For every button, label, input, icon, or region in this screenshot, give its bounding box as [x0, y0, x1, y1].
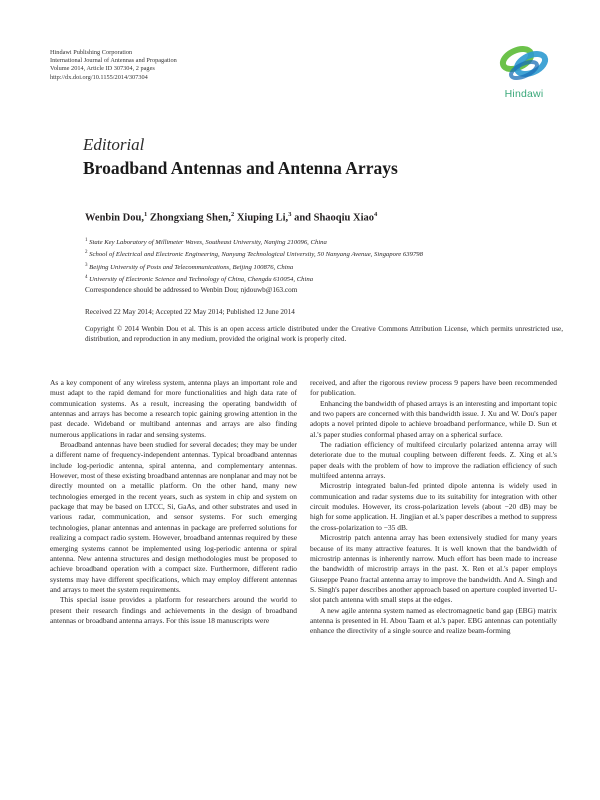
paragraph: The radiation efficiency of multifeed circularly polarized antenna array will deteriorate due to the mutual coupling between different feeds. Z. Xing et al.'s paper deals with the problem of how to improve the radiation efficiency of such multifeed antenna arrays.	[310, 440, 557, 481]
affiliation-text: State Key Laboratory of Millimeter Waves, Southeast University, Nanjing 210096, China	[89, 239, 327, 247]
affiliation-text: University of Electronic Science and Technology of China, Chengdu 610054, China	[89, 276, 314, 284]
article-title: Broadband Antennas and Antenna Arrays	[83, 158, 398, 178]
body-column-left	[50, 378, 297, 626]
paragraph: A new agile antenna system named as electromagnetic band gap (EBG) matrix antenna is presented in H. Abou Taam et al.'s paper. EBG antennas can potentially enhance the directivity of a single source and realize beam-forming	[310, 605, 557, 636]
affiliation	[85, 261, 565, 273]
publisher: Hindawi Publishing Corporation	[50, 49, 133, 56]
journal-name: International Journal of Antennas and Propagation	[50, 57, 177, 65]
hindawi-logo-text: Hindawi	[504, 88, 544, 100]
paragraph: This special issue provides a platform for researchers around the world to present their research findings and achievements in the design of broadband antennas or broadband antenna arrays. For this issue 18 manuscripts were	[50, 595, 297, 625]
author-name: Wenbin Dou,	[85, 212, 144, 224]
author-sup: 4	[374, 211, 378, 218]
author-sup: 2	[230, 211, 235, 218]
paragraph: Microstrip patch antenna array has been extensively studied for many years because of its many attractive features. It is well known that the bandwidth of microstrip antennas is inherently narrow. Much effort has been made to increase the bandwidth of microstrip arrays in the past. X. Ren et al.'s paper employs Giuseppe Peano fractal antenna array to improve the bandwidth. And A. Singh and S. Singh's paper describes another approach based on aperture coupled inverted U-slot patch antenna with small steps at the edges.	[310, 533, 557, 605]
paragraph: Microstrip integrated balun-fed printed dipole antenna is widely used in communication and radar systems due to its suitability for integration with other circuit modules. However, its cross-polarization levels (about −20 dB) may be high for some application. H. Jingjian et al.'s paper describes a method to suppress the cross-polarization to −35 dB.	[310, 481, 557, 532]
body-column-right	[310, 378, 557, 637]
affiliation-sup: 4	[85, 275, 88, 281]
author-name: and Shaoqiu Xiao	[294, 212, 375, 224]
author-name: Zhongxiang Shen,	[149, 212, 231, 224]
correspondence: Correspondence should be addressed to Wenbin Dou; njdouwb@163.com	[85, 286, 298, 294]
affiliation	[85, 248, 565, 260]
affiliation-sup: 3	[85, 262, 88, 268]
affiliation	[85, 236, 565, 248]
affiliation	[85, 273, 565, 285]
affiliation-text: Beijing University of Posts and Telecommunications, Beijing 100876, China	[89, 264, 294, 272]
article-kind: Editorial	[83, 135, 145, 154]
author-list	[85, 211, 377, 224]
doi-link[interactable]: http://dx.doi.org/10.1155/2014/307304	[50, 73, 148, 81]
affiliation-list	[85, 236, 565, 286]
journal-info	[50, 49, 177, 82]
volume-info: Volume 2014, Article ID 307304, 2 pages	[50, 65, 155, 73]
paragraph: received, and after the rigorous review process 9 papers have been recommended for publication.	[310, 378, 557, 398]
affiliation-sup: 1	[85, 238, 88, 243]
paragraph: Broadband antennas have been studied for several decades; they may be under a different name of frequency-independent antennas. Typical broadband antennas include log-periodic antenna, spiral antenna, and complementary antennas. However, most of these existing broadband antennas are nonplanar and may not be directly mounted on a metallic platform. On the other hand, many new technologies emerged in the recent years, such as system in chip and system on package that may be based on LTCC, Si, GaAs, and other substrates and used in various radar, communication, and sensor systems. For such emerging technologies, planar antennas and antennas in package are preferred solutions for realizing a compact radio system. However, broadband antennas required by these emerging systems cannot be implemented using log-periodic antenna or spiral antenna. New antenna structures and design methodologies must be proposed to achieve broadband operation with a compact size. Furthermore, different radio systems may have different specifications, which may employ different antennas and arrays to meet the system requirements.	[50, 440, 297, 594]
copyright-notice: Copyright © 2014 Wenbin Dou et al. This is an open access article distributed under the Creative Commons Attribution License, which permits unrestricted use, distribution, and reproduction in any medium, provided the original work is properly cited.	[85, 325, 563, 344]
affiliation-sup: 2	[85, 250, 88, 256]
author-name: Xiuping Li,	[236, 212, 289, 224]
publication-dates: Received 22 May 2014; Accepted 22 May 2014; Published 12 June 2014	[85, 308, 295, 316]
author-sup: 3	[288, 211, 292, 218]
paragraph: Enhancing the bandwidth of phased arrays is an interesting and important topic and two papers are concerned with this bandwidth issue. J. Xu and W. Dou's paper adopts a novel printed dipole to achieve broadband performance, while D. Sun et al.'s paper studies conformal phased array on a spherical surface.	[310, 398, 557, 439]
affiliation-text: School of Electrical and Electronic Engineering, Nanyang Technological University, 50 Nanyang Avenue, Singapore 639798	[89, 251, 423, 259]
author-sup: 1	[143, 211, 148, 218]
paragraph: As a key component of any wireless system, antenna plays an important role and must adapt to the rapid demand for more functionalities and high data rate of communication systems. As a result, increasing the operating bandwidth of antennas and arrays has become a research topic gaining growing attention in the past decade. Wideband or multiband antennas and arrays are also finding numerous applications in radar and sensing systems.	[50, 378, 297, 439]
